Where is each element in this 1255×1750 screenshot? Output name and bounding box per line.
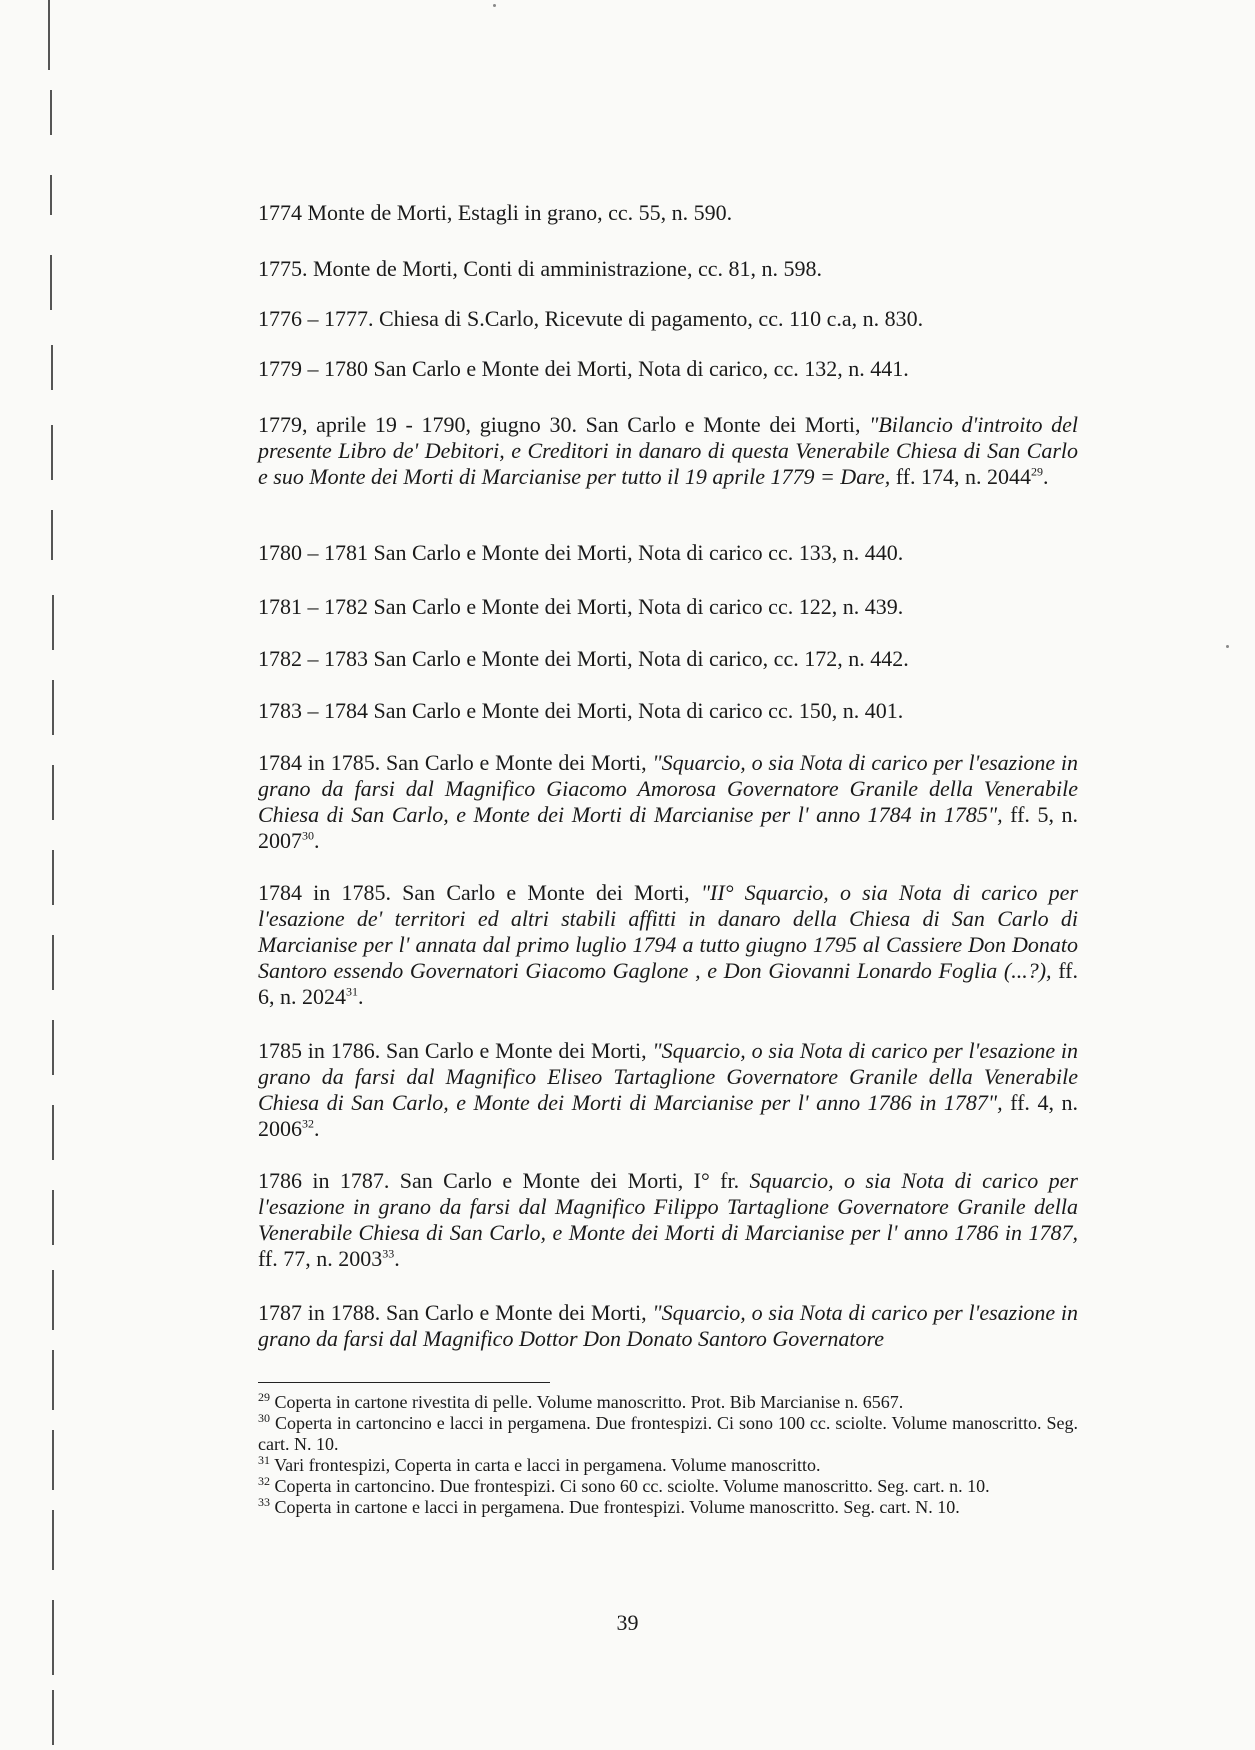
entry-tail: ff. 174, n. 2044 [890,464,1031,489]
entry-lead: 1786 in 1787. San Carlo e Monte dei Morti, I° fr. [258,1168,750,1193]
scan-edge-mark [52,1190,54,1245]
entry-end: . [1042,464,1049,489]
scan-edge-mark [52,1105,54,1160]
scan-edge-mark [52,1690,54,1745]
scan-edge-mark [52,1350,54,1410]
scan-edge-mark [51,425,53,480]
entry-end: . [314,828,320,853]
entry-tail: ff. 4, n. 2006 [258,1090,1078,1141]
entry [258,412,1078,490]
footnote-number: 30 [258,1411,270,1425]
entry-end: . [314,1116,320,1141]
footnote-number: 31 [258,1453,270,1467]
entry-lead: 1787 in 1788. San Carlo e Monte dei Morti, [258,1300,653,1325]
footnote-ref[interactable]: 33 [382,1246,395,1261]
footnote-text: Coperta in cartone e lacci in pergamena. Due frontespizi. Volume manoscritto. Seg. cart. N. 10. [270,1497,960,1517]
entry [258,1038,1078,1142]
entry [258,750,1078,854]
scan-edge-mark [51,510,53,560]
entry-lead: 1784 in 1785. San Carlo e Monte dei Morti, [258,880,701,905]
scan-edge-mark [52,935,54,990]
entry-lead: 1785 in 1786. San Carlo e Monte dei Morti, [258,1038,653,1063]
scan-edge-mark [52,1270,54,1330]
entry-title: "Bilancio d'introito del presente Libro de' Debitori, e Creditori in danaro di questa Venerabile Chiesa di San Carlo e suo Monte dei Morti di Marcianise per tutto il 19 aprile 1779 = Dare, [258,412,1078,489]
footnote [258,1497,1078,1518]
footnote [258,1476,1078,1497]
scan-edge-mark [52,1430,54,1490]
scan-edge-mark [50,255,52,310]
entry-end: . [358,984,364,1009]
entry [258,1300,1078,1352]
entry-tail: ff. 77, n. 2003 [258,1246,383,1271]
scan-edge-mark [52,1510,54,1570]
footnotes [258,1392,1078,1518]
entry [258,880,1078,1010]
footnote-text: Coperta in cartoncino. Due frontespizi. Ci sono 60 cc. sciolte. Volume manoscritto. Seg. cart. n. 10. [270,1476,990,1496]
footnote-separator [258,1382,550,1383]
footnote-ref[interactable]: 31 [346,984,358,999]
entry-title: "Squarcio, o sia Nota di carico per l'esazione in grano da farsi dal Magnifico Giacomo Amorosa Governatore Granile della Venerabile Chiesa di San Carlo, e Monte dei Morti di Marcianise per l' anno 1784 in 1785", [258,750,1079,827]
footnote [258,1392,1078,1413]
entry-title: Squarcio, o sia Nota di carico per l'esazione in grano da farsi dal Magnifico Filippo Tartaglione Governatore Granile della Venerabile Chiesa di San Carlo, e Monte dei Morti di Marcianise per l' anno 1786 in 1787, [258,1168,1078,1245]
scan-speck [493,4,496,7]
entry: 1780 – 1781 San Carlo e Monte dei Morti, Nota di carico cc. 133, n. 440. [258,540,904,565]
entry-title: "II° Squarcio, o sia Nota di carico per l'esazione de' territori ed altri stabili affitti in danaro della Chiesa di San Carlo di Marcianise per l' annata dal primo luglio 1794 a tutto giugno 1795 al Cassiere Don Donato Santoro essendo Governatori Giacomo Gaglone , e Don Giovanni Lonardo Foglia (...?), [258,880,1078,983]
entry-lead: 1784 in 1785. San Carlo e Monte dei Morti, [258,750,653,775]
scan-edge-mark [51,345,53,390]
scan-edge-mark [48,0,50,70]
entry-tail: ff. 6, n. 2024 [258,958,1078,1009]
entry: 1781 – 1782 San Carlo e Monte dei Morti, Nota di carico cc. 122, n. 439. [258,594,904,619]
entry: 1775. Monte de Morti, Conti di amministrazione, cc. 81, n. 598. [258,256,822,281]
footnote-text: Coperta in cartone rivestita di pelle. Volume manoscritto. Prot. Bib Marcianise n. 6567. [270,1392,904,1412]
entry: 1783 – 1784 San Carlo e Monte dei Morti, Nota di carico cc. 150, n. 401. [258,698,904,723]
footnote-text: Coperta in cartoncino e lacci in pergamena. Due frontespizi. Ci sono 100 cc. sciolte. Volume manoscritto. Seg. cart. N. 10. [258,1413,1078,1454]
page-number: 39 [616,1610,639,1635]
entry-title: "Squarcio, o sia Nota di carico per l'esazione in grano da farsi dal Magnifico Dottor Don Donato Santoro Governatore [258,1300,1079,1351]
entry-lead: 1779, aprile 19 - 1790, giugno 30. San Carlo e Monte dei Morti, [258,412,870,437]
entry-end: . [394,1246,400,1271]
scan-edge-mark [52,765,54,820]
entry: 1779 – 1780 San Carlo e Monte dei Morti, Nota di carico, cc. 132, n. 441. [258,356,909,381]
footnote-ref[interactable]: 29 [1030,464,1043,479]
entry-tail: ff. 5, n. 2007 [258,802,1078,853]
footnote-number: 29 [258,1390,270,1404]
footnote-number: 32 [258,1474,270,1488]
footnote-text: Vari frontespizi, Coperta in carta e lacci in pergamena. Volume manoscritto. [270,1455,821,1475]
entry: 1776 – 1777. Chiesa di S.Carlo, Ricevute di pagamento, cc. 110 c.a, n. 830. [258,306,924,331]
footnote-ref[interactable]: 32 [302,1116,314,1131]
footnote [258,1455,1078,1476]
scan-edge-mark [52,850,54,905]
scan-edge-mark [50,90,52,135]
footnote [258,1413,1078,1455]
footnote-number: 33 [258,1495,270,1509]
scan-edge-mark [50,175,52,215]
entry: 1774 Monte de Morti, Estagli in grano, cc. 55, n. 590. [258,200,733,225]
scan-speck [1226,645,1229,648]
footnote-ref[interactable]: 30 [302,828,314,843]
entry [258,1168,1078,1272]
scan-edge-mark [52,595,54,650]
scan-edge-mark [52,680,54,735]
entry-title: "Squarcio, o sia Nota di carico per l'esazione in grano da farsi dal Magnifico Eliseo Tartaglione Governatore Granile della Venerabile Chiesa di San Carlo, e Monte dei Morti di Marcianise per l' anno 1786 in 1787", [258,1038,1079,1115]
scan-edge-mark [52,1020,54,1075]
entry: 1782 – 1783 San Carlo e Monte dei Morti, Nota di carico, cc. 172, n. 442. [258,646,909,671]
